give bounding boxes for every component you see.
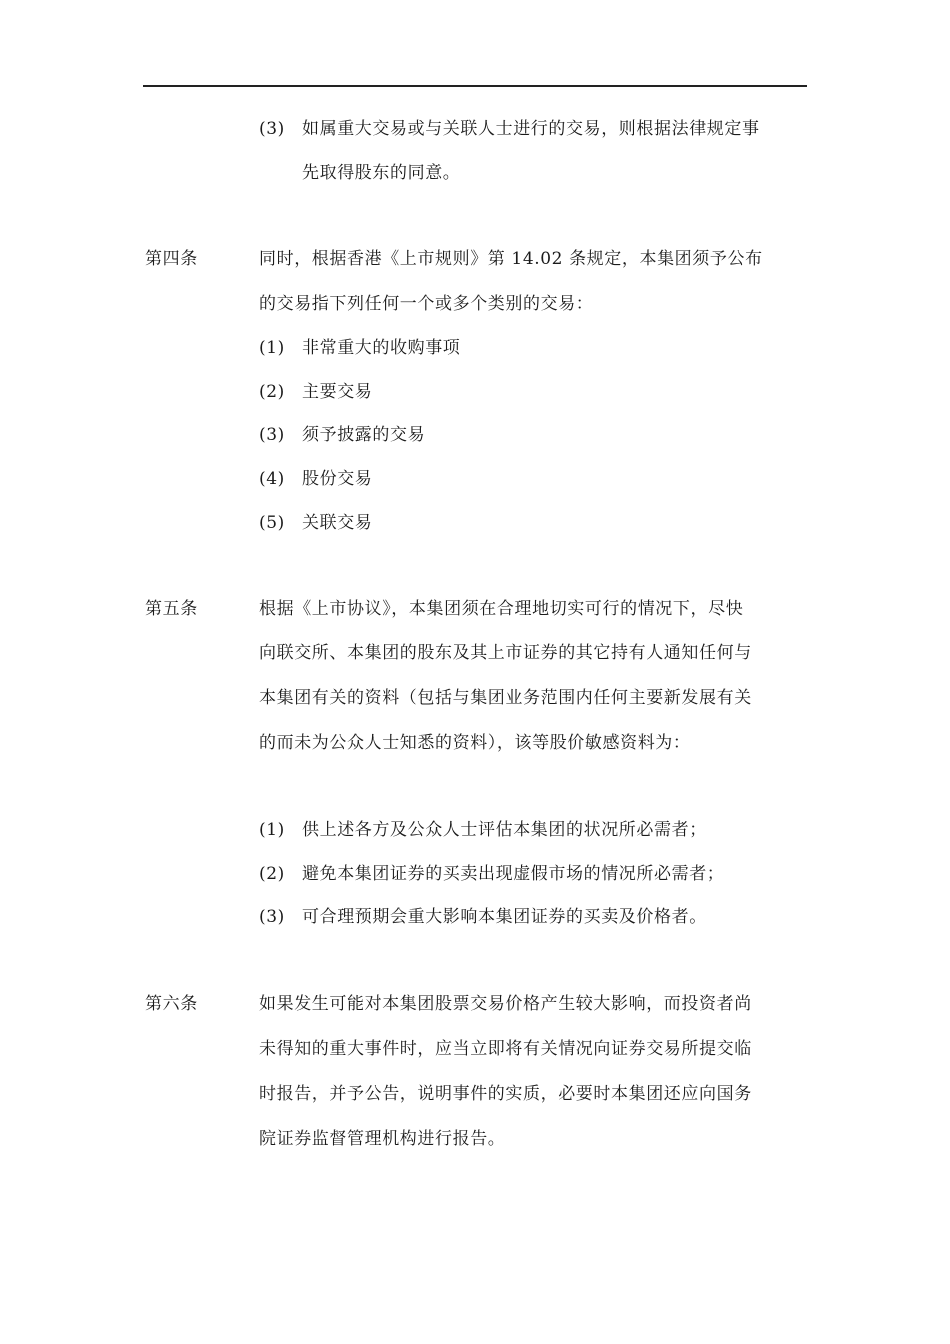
article-4-line-2: 的交易指下列任何一个或多个类别的交易： (259, 294, 594, 314)
article-4-item-text: 关联交易 (302, 513, 373, 533)
article-5-item-number: (2) (259, 864, 285, 884)
article-4-item-number: (1) (259, 338, 285, 358)
article-5-item-number: (1) (259, 820, 285, 840)
article-6-line-1: 如果发生可能对本集团股票交易价格产生较大影响，而投资者尚 (259, 994, 752, 1014)
intro-item-number: (3) (259, 119, 285, 139)
article-4-item-number: (3) (259, 425, 285, 445)
article-6-label: 第六条 (145, 994, 198, 1014)
article-5-item-text: 可合理预期会重大影响本集团证券的买卖及价格者。 (302, 907, 707, 927)
article-4-item-text: 股份交易 (302, 469, 373, 489)
article-5-item-text: 避免本集团证券的买卖出现虚假市场的情况所必需者； (302, 864, 725, 884)
article-4-label: 第四条 (145, 249, 198, 269)
article-4-item-text: 非常重大的收购事项 (302, 338, 461, 358)
article-4-item-text: 须予披露的交易 (302, 425, 426, 445)
article-6-line-3: 时报告，并予公告，说明事件的实质，必要时本集团还应向国务 (259, 1084, 752, 1104)
article-5-item-number: (3) (259, 907, 285, 927)
article-5-line-1: 根据《上市协议》，本集团须在合理地切实可行的情况下，尽快 (259, 599, 744, 619)
article-5-item-text: 供上述各方及公众人士评估本集团的状况所必需者； (302, 820, 707, 840)
article-5-line-4: 的而未为公众人士知悉的资料），该等股价敏感资料为： (259, 733, 691, 753)
intro-item-text-line-1: 如属重大交易或与关联人士进行的交易，则根据法律规定事 (302, 119, 760, 139)
article-5-line-2: 向联交所、本集团的股东及其上市证券的其它持有人通知任何与 (259, 643, 752, 663)
header-rule (143, 85, 807, 87)
article-5-line-3: 本集团有关的资料（包括与集团业务范围内任何主要新发展有关 (259, 688, 752, 708)
article-4-item-number: (4) (259, 469, 285, 489)
article-4-item-number: (5) (259, 513, 285, 533)
article-4-item-number: (2) (259, 382, 285, 402)
article-5-label: 第五条 (145, 599, 198, 619)
article-4-line-1: 同时，根据香港《上市规则》第 14.02 条规定，本集团须予公布 (259, 249, 763, 269)
article-4-item-text: 主要交易 (302, 382, 373, 402)
article-6-line-4: 院证券监督管理机构进行报告。 (259, 1129, 506, 1149)
article-6-line-2: 未得知的重大事件时，应当立即将有关情况向证券交易所提交临 (259, 1039, 752, 1059)
intro-item-text-line-2: 先取得股东的同意。 (302, 163, 461, 183)
